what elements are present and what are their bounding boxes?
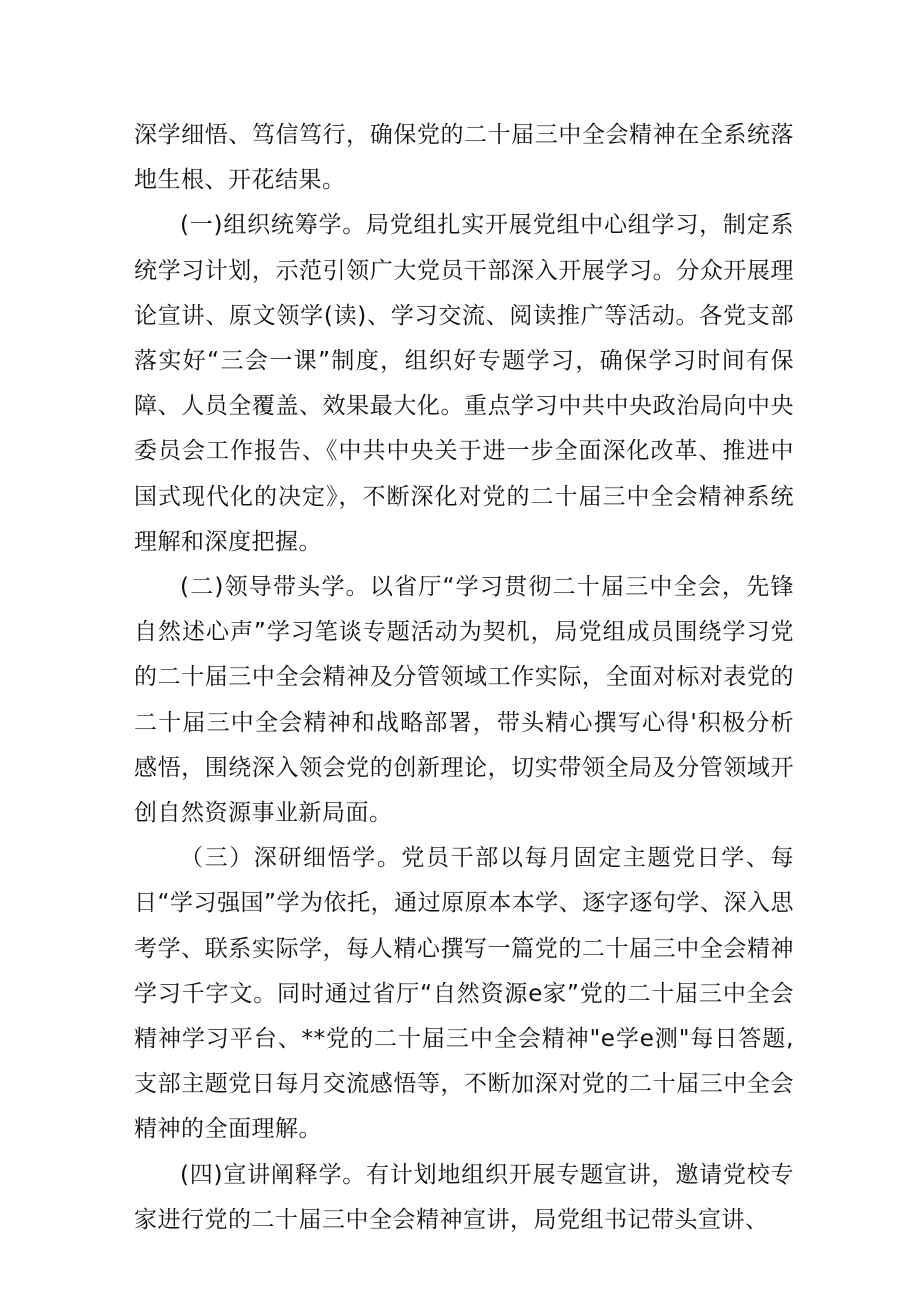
paragraph-intro-continued: 深学细悟、笃信笃行，确保党的二十届三中全会精神在全系统落地生根、开花结果。: [134, 122, 794, 194]
paragraph-section-1: (一)组织统筹学。局党组扎实开展党组中心组学习，制定系统学习计划，示范引领广大党员干部深入开展学习。分众开展理论宣讲、原文领学(读)、学习交流、阅读推广等活动。各党支部落实好“三会一课”制度，组织好专题学习，确保学习时间有保障、人员全覆盖、效果最大化。重点学习中共中央政治局向中央委员会工作报告、《中共中央关于进一步全面深化改革、推进中国式现代化的决定》，不断深化对党的二十届三中全会精神系统理解和深度把握。: [134, 212, 794, 555]
paragraph-section-4: (四)宣讲阐释学。有计划地组织开展专题宣讲，邀请党校专家进行党的二十届三中全会精神宣讲，局党组书记带头宣讲、: [134, 1161, 794, 1233]
paragraph-section-2: (二)领导带头学。以省厅“学习贯彻二十届三中全会，先锋自然述心声”学习笔谈专题活动为契机，局党组成员围绕学习党的二十届三中全会精神及分管领域工作实际，全面对标对表党的二十届三中全会精神和战略部署，带头精心撰写心得'积极分析感悟，围绕深入领会党的创新理论，切实带领全局及分管领域开创自然资源事业新局面。: [134, 574, 794, 827]
paragraph-section-3: （三）深研细悟学。党员干部以每月固定主题党日学、每日“学习强国”学为依托，通过原原本本学、逐字逐句学、深入思考学、联系实际学，每人精心撰写一篇党的二十届三中全会精神学习千字文。同时通过省厅“自然资源e家”党的二十届三中全会精神学习平台、**党的二十届三中全会精神"e学e测"每日答题,支部主题党日每月交流感悟等，不断加深对党的二十届三中全会精神的全面理解。: [134, 845, 794, 1143]
document-body: [134, 113, 794, 1243]
